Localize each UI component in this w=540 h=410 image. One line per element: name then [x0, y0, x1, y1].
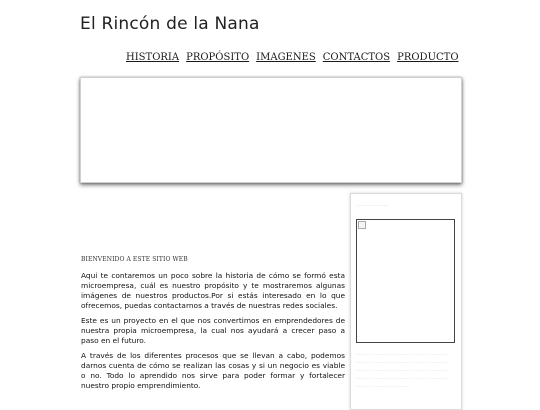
project-paragraph: Este es un proyecto en el que nos convertimos en emprendedores de nuestra propia microempresa, la cual nos ayudará a crecer paso a paso en el futuro. [81, 316, 345, 345]
nav-link-imagenes[interactable]: IMAGENES [256, 52, 316, 63]
site-title: El Rincón de la Nana [80, 14, 260, 34]
header-banner [80, 77, 462, 183]
main-nav [126, 52, 459, 63]
nav-link-historia[interactable]: HISTORIA [126, 52, 180, 63]
nav-link-proposito[interactable]: PROPÓSITO [186, 52, 250, 63]
broken-image-icon [358, 221, 366, 229]
sidebar-image[interactable] [356, 219, 455, 343]
nav-link-contactos[interactable]: CONTACTOS [322, 52, 391, 63]
sidebar-heading: ————— [357, 202, 389, 209]
nav-link-producto[interactable]: PRODUCTO [397, 52, 459, 63]
intro-paragraph: Aqui te contaremos un poco sobre la historia de cómo se formó esta microempresa, cuál es nuestro propósito y te mostraremos algunas imágenes de nuestros productos.Por si estás interesado en lo que ofrecemos, puedas contactarnos a través de nuestras redes sociales. [81, 271, 345, 310]
sidebar-faded-text: ——— ——— ——— ——— ——— ——— ——— ——— ——— ——— ——— ——— ——— ——— ——— ——— ——— ——— ——— ——— ——— ——— ——— [356, 352, 448, 390]
main-content [81, 256, 345, 396]
welcome-heading: BIENVENIDO A ESTE SITIO WEB [81, 256, 188, 263]
sidebar-panel [350, 193, 462, 410]
process-paragraph: A través de los diferentes procesos que se llevan a cabo, podemos darnos cuenta de cómo se realizan las cosas y si un negocio es viable o no. Todo lo aprendido nos sirve para poder formar y fortalecer nuestro propio emprendimiento. [81, 351, 345, 390]
